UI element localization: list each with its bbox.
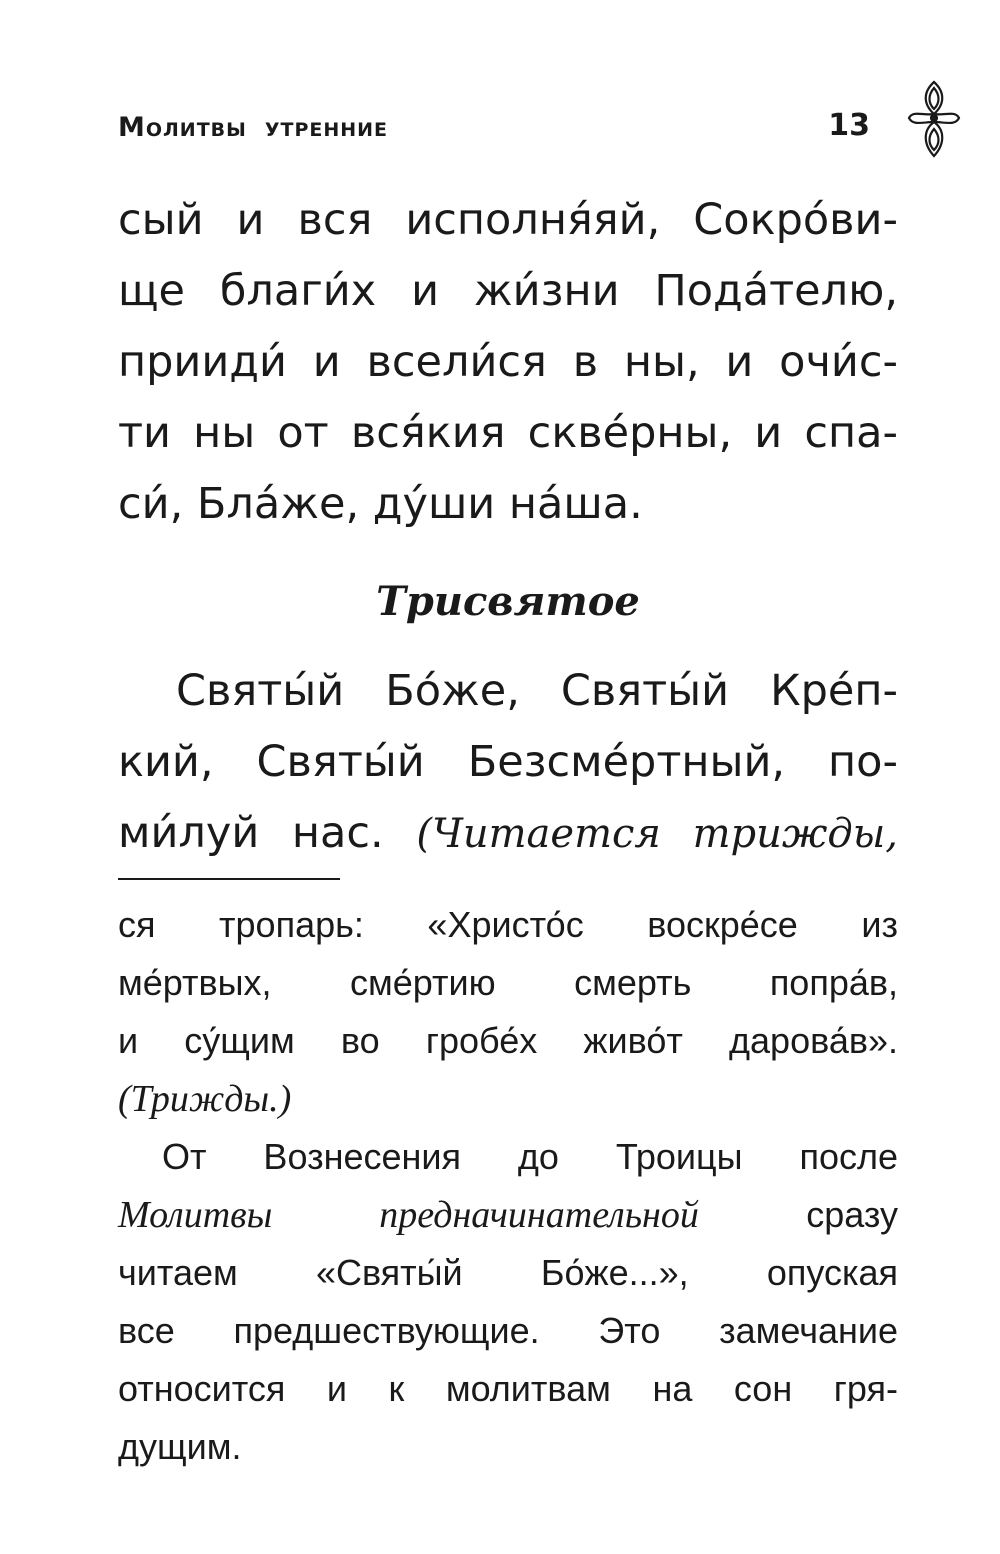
footnote-line: дущим.: [118, 1426, 242, 1467]
footnote-line: [118, 1070, 898, 1128]
footnote-line: и су́щим во гробе́х живо́т дарова́в».: [118, 1020, 898, 1061]
footnote-line: относится и к молитвам на сон гря-: [118, 1368, 898, 1409]
prayer-line-text: ми́луй нас.: [118, 808, 384, 858]
trisagion-text: [118, 656, 898, 869]
prayer-line: ти ны от вся́кия скве́рны, и спа-: [118, 408, 898, 458]
footnote-line: все предшествующие. Это замечание: [118, 1310, 898, 1351]
prayer-line: прииди́ и всели́ся в ны, и очи́с-: [118, 337, 898, 387]
floral-ornament-icon: [905, 74, 963, 166]
footnote-line: [118, 1186, 898, 1244]
section-heading-trisagion: Трисвятое: [376, 578, 640, 625]
footnote-italic-term: Молитвы предначинательной: [118, 1194, 699, 1236]
thrice-note: (Трижды.): [118, 1078, 292, 1120]
running-title: [118, 112, 388, 143]
prayer-line: Святы́й Бо́же, Святы́й Кре́п-: [176, 666, 898, 716]
prayer-line: си́, Бла́же, ду́ши на́ша.: [118, 479, 643, 529]
footnote-line: От Вознесения до Троицы после: [162, 1136, 898, 1177]
prayer-continuation: [118, 185, 898, 540]
footnote-line: ся тропарь: «Христо́с воскре́се из: [118, 904, 898, 945]
prayer-line: [118, 798, 898, 869]
running-header: [118, 98, 898, 158]
prayer-line: сый и вся исполня́яй, Сокро́ви-: [118, 195, 898, 245]
footnote: [118, 896, 898, 1476]
footnote-divider: [118, 878, 340, 880]
prayer-line: ще благи́х и жи́зни Пода́телю,: [118, 266, 898, 316]
running-title-word1: Молитвы: [118, 112, 247, 143]
prayer-line: кий, Святы́й Безсме́ртный, по-: [118, 737, 898, 787]
footnote-text: сразу: [806, 1194, 898, 1235]
footnote-line: ме́ртвых, сме́ртию смерть попра́в,: [118, 962, 898, 1003]
footnote-line: читаем «Святы́й Бо́же...», опуская: [118, 1252, 898, 1293]
running-title-word2: утренние: [264, 112, 389, 143]
page-number: 13: [828, 108, 870, 143]
rubric-note: (Читается трижды,: [416, 811, 898, 857]
